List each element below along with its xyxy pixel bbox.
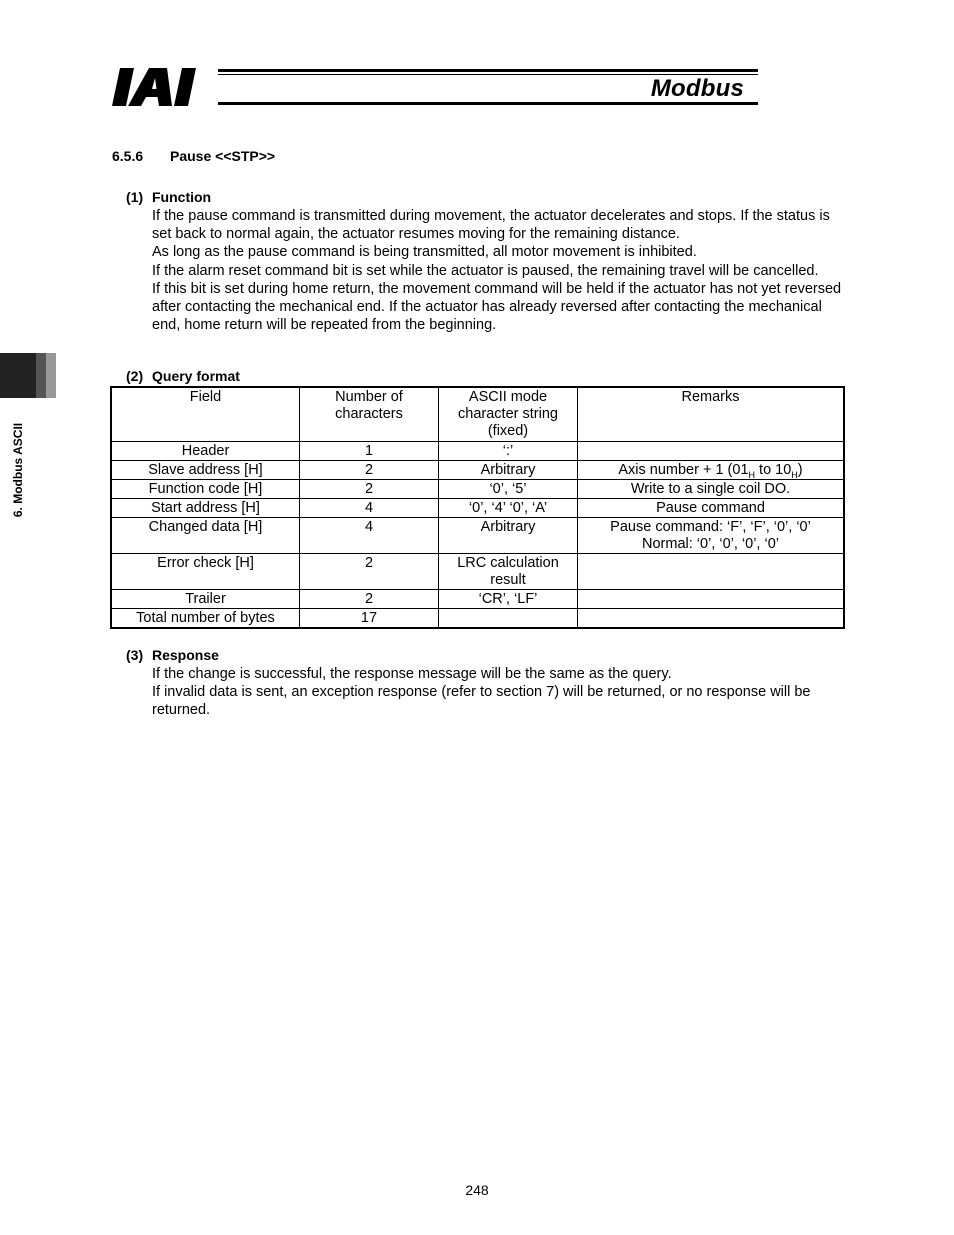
table-row	[111, 480, 844, 499]
cell-ascii: Arbitrary	[439, 461, 578, 480]
side-tab-block	[0, 353, 36, 398]
query-format-number: (2)	[126, 368, 144, 384]
section-number: 6.5.6	[112, 148, 144, 164]
cell-ascii: ‘:’	[439, 442, 578, 461]
section-title: Pause <<STP>>	[170, 148, 276, 164]
cell-chars: 2	[300, 461, 439, 480]
query-format-heading	[126, 368, 240, 384]
function-paragraph: If the pause command is transmitted during movement, the actuator decelerates and stops. If the status is set back to normal again, the actuator resumes moving for the remaining distance.	[152, 208, 830, 243]
cell-field: Error check [H]	[111, 554, 300, 590]
function-paragraph: If the alarm reset command bit is set while the actuator is paused, the remaining travel will be cancelled.	[152, 262, 819, 279]
cell-ascii: LRC calculation result	[439, 554, 578, 590]
function-text	[152, 207, 842, 334]
column-header-ascii: ASCII mode character string (fixed)	[439, 387, 578, 442]
cell-chars: 2	[300, 554, 439, 590]
function-title: Function	[152, 189, 212, 205]
function-paragraph: As long as the pause command is being transmitted, all motor movement is inhibited.	[152, 244, 697, 261]
cell-chars: 2	[300, 590, 439, 609]
cell-remarks	[578, 590, 845, 609]
function-number: (1)	[126, 189, 144, 205]
cell-remarks	[578, 609, 845, 629]
cell-field: Slave address [H]	[111, 461, 300, 480]
cell-ascii: ‘CR’, ‘LF’	[439, 590, 578, 609]
cell-field: Start address [H]	[111, 499, 300, 518]
cell-ascii: ‘0’, ‘5’	[439, 480, 578, 499]
section-heading	[112, 148, 275, 164]
page-number: 248	[465, 1182, 489, 1198]
response-paragraph: If invalid data is sent, an exception response (refer to section 7) will be returned, or no response will be returned.	[152, 684, 811, 719]
response-text	[152, 665, 842, 720]
cell-remarks	[578, 442, 845, 461]
cell-remarks: Pause command: ‘F’, ‘F’, ‘0’, ‘0’ Normal: ‘0’, ‘0’, ‘0’, ‘0’	[578, 518, 845, 554]
cell-chars: 1	[300, 442, 439, 461]
cell-field: Function code [H]	[111, 480, 300, 499]
cell-chars: 4	[300, 518, 439, 554]
table-row	[111, 554, 844, 590]
response-paragraph: If the change is successful, the response message will be the same as the query.	[152, 666, 672, 682]
response-number: (3)	[126, 647, 144, 663]
cell-field: Total number of bytes	[111, 609, 300, 629]
cell-field: Trailer	[111, 590, 300, 609]
column-header-field: Field	[111, 387, 300, 442]
response-heading	[126, 647, 219, 663]
side-tab-stripe-dark	[36, 353, 46, 398]
cell-field: Changed data [H]	[111, 518, 300, 554]
table-row	[111, 609, 844, 629]
function-heading	[126, 189, 211, 205]
column-header-remarks: Remarks	[578, 387, 845, 442]
table-row	[111, 499, 844, 518]
iai-logo	[112, 68, 212, 106]
side-tab-stripe-light	[46, 353, 56, 398]
header-rule-top	[218, 69, 758, 72]
query-format-table	[110, 386, 845, 629]
table-header-row	[111, 387, 844, 442]
header-title: Modbus	[650, 75, 744, 102]
cell-ascii: ‘0’, ‘4’ ‘0’, ‘A’	[439, 499, 578, 518]
cell-remarks	[578, 554, 845, 590]
cell-chars: 2	[300, 480, 439, 499]
table-row	[111, 518, 844, 554]
query-format-title: Query format	[152, 368, 240, 384]
cell-chars: 17	[300, 609, 439, 629]
cell-field: Header	[111, 442, 300, 461]
table-row	[111, 442, 844, 461]
cell-ascii	[439, 609, 578, 629]
cell-chars: 4	[300, 499, 439, 518]
function-paragraph: If this bit is set during home return, the movement command will be held if the actuator has not yet reversed after contacting the mechanical end. If the actuator has already reversed after contacting the mechanical end, home return will be repeated from the beginning.	[152, 280, 842, 334]
column-header-chars: Number of characters	[300, 387, 439, 442]
table-row	[111, 590, 844, 609]
cell-remarks: Pause command	[578, 499, 845, 518]
cell-ascii: Arbitrary	[439, 518, 578, 554]
cell-remarks: Write to a single coil DO.	[578, 480, 845, 499]
response-title: Response	[152, 647, 219, 663]
table-row	[111, 461, 844, 480]
cell-remarks: Axis number + 1 ($01_H$ to $10_H$)	[578, 461, 845, 480]
side-tab-label: 6. Modbus ASCII	[11, 422, 25, 518]
